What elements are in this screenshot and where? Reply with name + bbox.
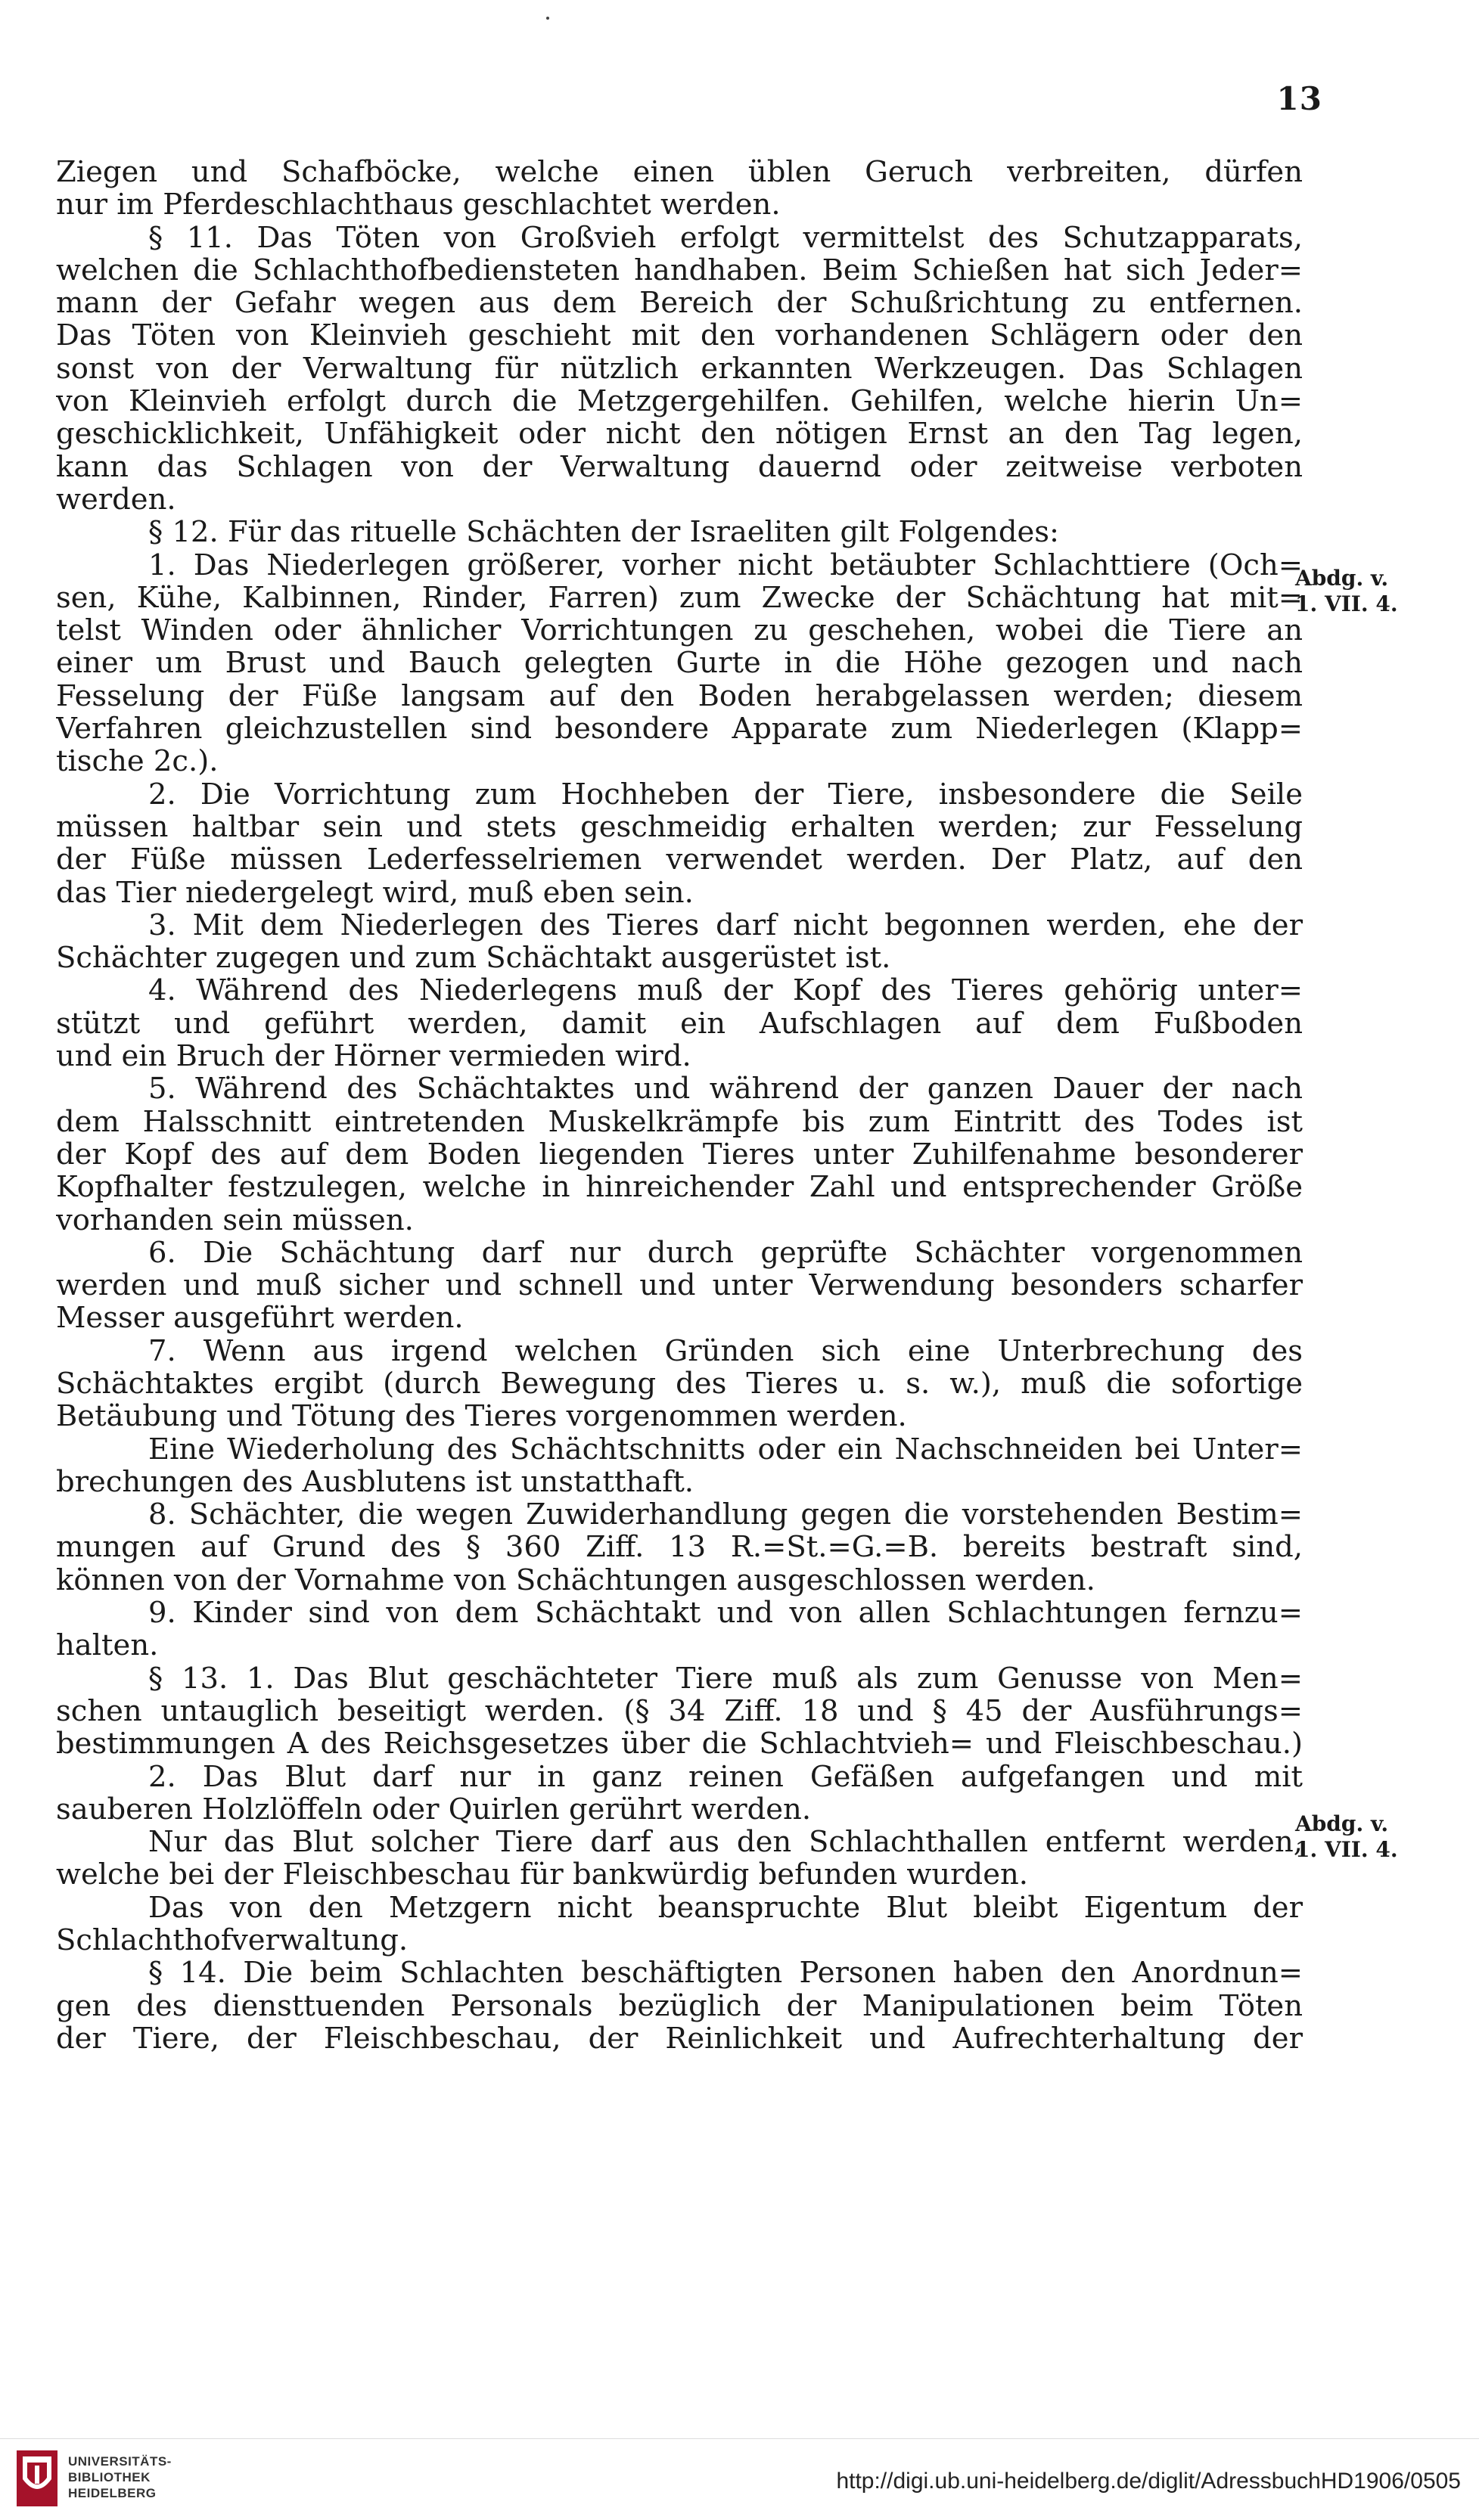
margin-note [1295,1811,1416,1863]
margin-note-title: Abdg. v. [1295,1811,1389,1836]
text-line: 2. Die Vorrichtung zum Hochheben der Tiere, insbesondere die Seile [148,777,1303,811]
text-line: Ziegen und Schafböcke, welche einen üblen Geruch verbreiten, dürfen [56,156,1303,189]
text-line: Betäubung und Tötung des Tieres vorgenommen werden. [56,1400,907,1433]
text-line: der Tiere, der Fleischbeschau, der Reinlichkeit und Aufrechterhaltung der [56,2022,1303,2056]
text-line: werden. [56,483,176,517]
text-line: dem Halsschnitt eintretenden Muskelkrämpfe bis zum Eintritt des Todes ist [56,1105,1303,1138]
text-line: Kopfhalter festzulegen, welche in hinreichender Zahl und entsprechender Größe [56,1171,1303,1204]
text-line: geschicklichkeit, Unfähigkeit oder nicht den nötigen Ernst an den Tag legen, [56,417,1303,451]
text-line: 8. Schächter, die wegen Zuwiderhandlung gegen die vorstehenden Bestim= [148,1498,1303,1532]
text-line: sauberen Holzlöffeln oder Quirlen gerührt werden. [56,1792,812,1826]
margin-note-date: 1. VII. 4. [1295,1837,1398,1862]
text-line: Eine Wiederholung des Schächtschnitts oder ein Nachschneiden bei Unter= [148,1432,1303,1466]
text-line: Fesselung der Füße langsam auf den Boden herabgelassen werden; diesem [56,679,1303,713]
text-line: Verfahren gleichzustellen sind besondere Apparate zum Niederlegen (Klapp= [56,712,1303,746]
text-line: sen, Kühe, Kalbinnen, Rinder, Farren) zum Zwecke der Schächtung hat mit= [56,581,1303,615]
text-line: Messer ausgeführt werden. [56,1302,464,1335]
margin-note-title: Abdg. v. [1295,566,1389,591]
text-line: können von der Vornahme von Schächtungen ausgeschlossen werden. [56,1563,1095,1597]
margin-note-date: 1. VII. 4. [1295,591,1398,616]
text-line: 3. Mit dem Niederlegen des Tieres darf nicht begonnen werden, ehe der [148,908,1303,942]
text-line: der Füße müssen Lederfesselriemen verwendet werden. Der Platz, auf den [56,843,1303,877]
text-line: 5. Während des Schächtaktes und während der ganzen Dauer der nach [148,1072,1303,1106]
text-line: telst Winden oder ähnlicher Vorrichtungen zu geschehen, wobei die Tiere an [56,614,1303,647]
text-line: § 14. Die beim Schlachten beschäftigten Personen haben den Anordnun= [148,1957,1303,1990]
library-name [68,2453,172,2501]
text-line: und ein Bruch der Hörner vermieden wird. [56,1040,691,1073]
text-line: § 12. Für das rituelle Schächten der Israeliten gilt Folgendes: [148,516,1060,549]
text-line: schen untauglich beseitigt werden. (§ 34 Ziff. 18 und § 45 der Ausführungs= [56,1694,1303,1728]
text-line: § 13. 1. Das Blut geschächteter Tiere muß als zum Genusse von Men= [148,1662,1303,1695]
text-line: gen des diensttuenden Personals bezüglich der Manipulationen beim Töten [56,1989,1303,2022]
text-line: tische 2c.). [56,745,219,778]
text-line: 2. Das Blut darf nur in ganz reinen Gefäßen aufgefangen und mit [148,1760,1303,1793]
text-line: vorhanden sein müssen. [56,1203,414,1237]
library-logo-icon [15,2449,59,2508]
text-line: welchen die Schlachthofbedienstеten handhaben. Beim Schießen hat sich Jeder= [56,253,1303,287]
text-line: Schächtaktes ergibt (durch Bewegung des Tieres u. s. w.), muß die sofortige [56,1367,1303,1401]
library-name-line: HEIDELBERG [68,2486,157,2500]
text-line: 9. Kinder sind von dem Schächtakt und von allen Schlachtungen fernzu= [148,1597,1303,1630]
text-line: kann das Schlagen von der Verwaltung dauernd oder zeitweise verboten [56,450,1303,483]
scan-speck [546,17,549,20]
text-line: 7. Wenn aus irgend welchen Gründen sich eine Unterbrechung des [148,1334,1303,1367]
library-name-line: BIBLIOTHEK [68,2470,151,2484]
text-line: werden und muß sicher und schnell und unter Verwendung besonders scharfer [56,1269,1303,1302]
text-line: der Kopf des auf dem Boden liegenden Tieres unter Zuhilfenahme besonderer [56,1137,1303,1172]
text-line: müssen haltbar sein und stets geschmeidig erhalten werden; zur Fesselung [56,810,1303,844]
text-line: nur im Pferdeschlachthaus geschlachtet werden. [56,188,781,222]
text-line: Das von den Metzgern nicht beanspruchte Blut bleibt Eigentum der [148,1891,1303,1925]
text-line: 1. Das Niederlegen größerer, vorher nicht betäubter Schlachttiere (Och= [148,548,1303,582]
text-line: das Tier niedergelegt wird, muß eben sein. [56,876,694,909]
text-line: Nur das Blut solcher Tiere darf aus den Schlachthallen entfernt werden, [148,1826,1303,1859]
text-line: mann der Gefahr wegen aus dem Bereich der Schußrichtung zu entfernen. [56,287,1303,320]
text-line: halten. [56,1629,159,1662]
text-line: stützt und geführt werden, damit ein Aufschlagen auf dem Fußboden [56,1007,1303,1041]
text-line: sonst von der Verwaltung für nützlich erkannten Werkzeugen. Das Schlagen [56,352,1303,386]
text-line: mungen auf Grund des § 360 Ziff. 13 R.=St.=G.=B. bereits bestraft sind, [56,1531,1303,1564]
text-line: Schächter zugegen und zum Schächtakt ausgerüstet ist. [56,942,891,975]
text-line: welche bei der Fleischbeschau für bankwürdig befunden wurden. [56,1858,1029,1892]
text-line: Das Töten von Kleinvieh geschieht mit den vorhandenen Schlägern oder den [56,319,1303,352]
page-number: 13 [1276,80,1322,117]
source-url-link[interactable]: http://digi.ub.uni-heidelberg.de/diglit/AdressbuchHD1906/0505 [836,2469,1461,2494]
text-line: Schlachthofverwaltung. [56,1924,409,1957]
text-line: bestimmungen A des Reichsgesetzes über die Schlachtvieh= und Fleischbeschau.) [56,1727,1303,1761]
text-line: brechungen des Ausblutens ist unstatthaft. [56,1465,694,1499]
margin-note [1295,566,1416,617]
text-line: 6. Die Schächtung darf nur durch geprüfte Schächter vorgenommen [148,1236,1303,1270]
text-line: 4. Während des Niederlegens muß der Kopf des Tieres gehörig unter= [148,974,1303,1007]
text-line: von Kleinvieh erfolgt durch die Metzgergehilfen. Gehilfen, welche hierin Un= [56,385,1303,418]
library-name-line: UNIVERSITÄTS- [68,2454,172,2469]
text-line: § 11. Das Töten von Großvieh erfolgt vermittelst des Schutzapparats, [148,221,1303,254]
body-text [56,156,1303,2055]
text-line: einer um Brust und Bauch gelegten Gurte in die Höhe gezogen und nach [56,647,1303,680]
